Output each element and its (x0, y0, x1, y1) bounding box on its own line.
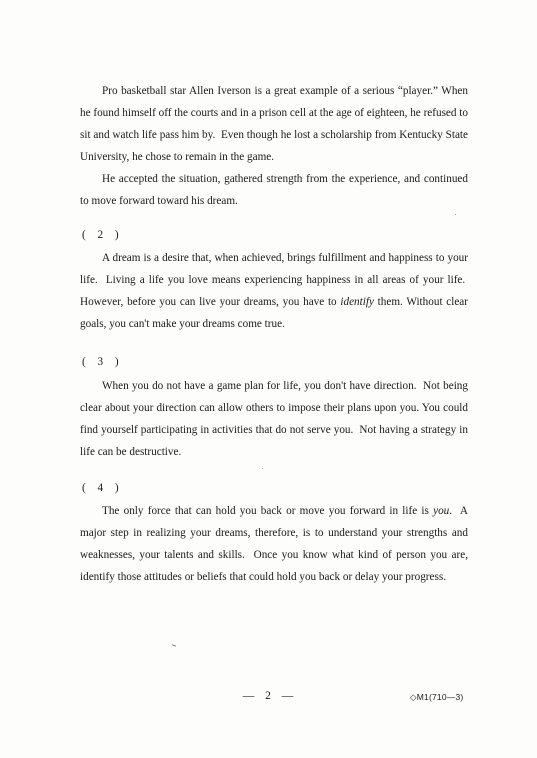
section-label-3: ( 3 ) (82, 356, 120, 368)
section-3-paragraph: When you do not have a game plan for life, you don't have direction. Not being clear about your direction can allow others to impose their plans upon you. You could find yourself participating in activities that do not serve you. Not having a strategy in life can be destructive. (80, 380, 468, 458)
section-2-text-after: them. Without clear goals, you can't make your dreams come true. (80, 296, 468, 330)
scan-dot (262, 468, 263, 469)
section-4-text-before: The only force that can hold you back or move you forward in life is (102, 505, 434, 517)
section-2-emphasis-identify: identify (340, 296, 374, 308)
section-2-block (80, 247, 468, 335)
scan-speck (172, 644, 176, 646)
section-label-2: ( 2 ) (82, 229, 120, 241)
intro-paragraph-accepted: He accepted the situation, gathered strength from the experience, and continued to move forward toward his dream. (80, 173, 468, 207)
intro-paragraph-iverson: Pro basketball star Allen Iverson is a great example of a serious “player.” When he found himself off the courts and in a prison cell at the age of eighteen, he refused to sit and watch life pass him by. Even though he lost a scholarship from Kentucky State University, he chose to remain in the game. (80, 85, 468, 163)
section-3-block (80, 375, 468, 463)
section-4-text-after: . A major step in realizing your dreams, therefore, is to understand your strengths and weaknesses, your talents and skills. Once you know what kind of person you are, identify those attitudes or beliefs that could hold you back or delay your progress. (80, 505, 468, 583)
exam-code: ◇M1(710—3) (410, 692, 464, 702)
section-4-block (80, 500, 468, 588)
section-2-text-before: A dream is a desire that, when achieved, brings fulfillment and happiness to your life. Living a life you love means experiencing happiness in all areas of your life. However, before you can live your dreams, you have to (80, 252, 468, 308)
section-label-4: ( 4 ) (82, 482, 120, 494)
scan-dot (455, 214, 456, 215)
section-4-paragraph (80, 500, 468, 588)
section-2-paragraph (80, 247, 468, 335)
page-number: — 2 — (242, 690, 295, 702)
section-4-emphasis-you: you (433, 505, 450, 517)
intro-block (80, 80, 468, 212)
